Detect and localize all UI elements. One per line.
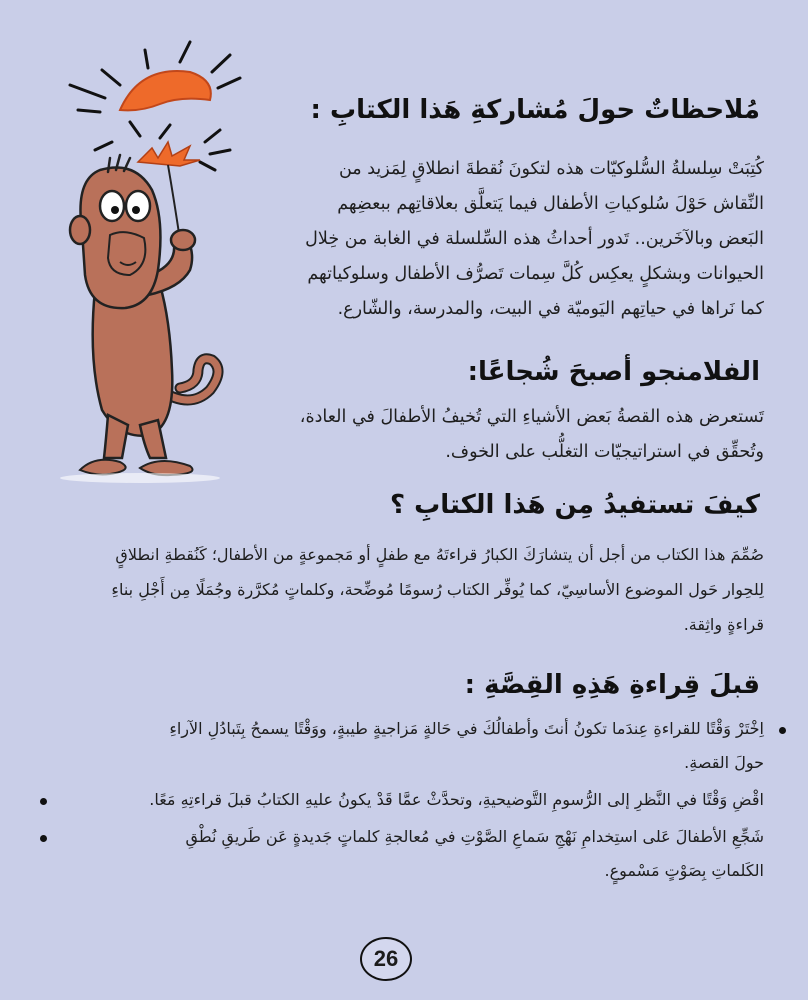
section-how-to-use-heading: كيفَ تستفيدُ مِن هَذا الكتابِ ؟	[390, 490, 760, 520]
text-line: قراءةٍ واثِقة.	[683, 615, 764, 634]
bullet-icon	[40, 798, 47, 805]
list-item	[64, 712, 764, 780]
text-line: تَستعرض هذه القصةُ بَعض الأشياءِ التي تُخيفُ الأطفالَ في العادة،	[299, 407, 764, 427]
text-line: البَعض وبالآخَرين.. تَدور أحداثُ هذه السِّلسلة في الغابة من خِلال	[305, 229, 764, 249]
section-notes-text	[204, 152, 764, 327]
page-number: 26	[360, 937, 412, 981]
text-line: اقْضِ وَقْتًا في النَّظرِ إلى الرُّسومِ التَّوضيحيةِ، وتحدَّثْ عمَّا قَدْ يكونُ عليهِ الكتابُ قبلَ قراءتِهِ مَعًا.	[149, 790, 764, 809]
list-item	[64, 820, 764, 888]
text-line: لِلحِوار حَول الموضوع الأساسِيّ، كما يُوفِّر الكتاب رُسومًا مُوضِّحة، وكلماتٍ مُكرَّرة وجُمَلًا مِن أَجْلِ بناءِ	[111, 580, 764, 599]
text-line: اِخْتَرْ وَقْتًا للقراءةِ عِندَما تكونُ أنتَ وأطفالُكَ في حَالةٍ مَزاجيةٍ طيبةٍ، ووَقْتًا يسمحُ بِتَبادُلِ الآراءِ	[169, 719, 764, 738]
section-flamingo-text	[204, 400, 764, 470]
section-before-reading-heading: قبلَ قِراءةِ هَذِهِ القِصَّةِ :	[464, 670, 760, 700]
section-how-to-use-text	[42, 537, 764, 642]
section-flamingo-heading: الفلامنجو أصبحَ شُجاعًا:	[467, 357, 760, 387]
text-line: الحيوانات وبشكلٍ يعكِس كُلَّ سِمات تَصرُّف الأطفال وسلوكياتهم	[307, 264, 764, 284]
section-notes-heading: مُلاحظاتٌ حولَ مُشاركةِ هَذا الكتابِ :	[310, 95, 760, 125]
text-line: صُمِّمَ هذا الكتاب من أجل أن يتشارَكَ الكبارُ قراءتَهُ مع طفلٍ أو مَجموعةٍ من الأطفال؛ كَنُقطةِ انطلاقٍ	[115, 545, 764, 564]
list-item	[64, 783, 764, 817]
bullet-icon	[779, 727, 786, 734]
bullet-icon	[40, 835, 47, 842]
floating-flower-icon	[120, 71, 211, 110]
text-line: حولَ القصةِ.	[684, 753, 764, 772]
text-line: شَجِّعِ الأطفالَ عَلى استِخدامِ نَهْجِ سَماعِ الصَّوْتِ في مُعالجةِ كلماتٍ جَديدةٍ عَن طَريقِ نُطْقِ	[185, 827, 764, 846]
text-line: كما نَراها في حياتِهم اليَوميّة في البيت، والمدرسة، والشّارع.	[337, 299, 764, 319]
text-line: وتُحقِّق في استراتيجيّات التغلُّب على الخوف.	[445, 442, 764, 462]
text-line: النِّقاش حَوْلَ سُلوكياتِ الأطفال فيما يَتعلَّق بعلاقاتِهم ببعضِهم	[337, 194, 764, 214]
before-reading-list	[64, 712, 764, 891]
text-line: كُتِبَتْ سِلسلةُ السُّلوكيّات هذه لتكونَ نُقطةَ انطلاقٍ لِمَزيد من	[338, 159, 764, 179]
text-line: الكَلماتِ بِصَوْتٍ مَسْموعٍ.	[604, 861, 764, 880]
